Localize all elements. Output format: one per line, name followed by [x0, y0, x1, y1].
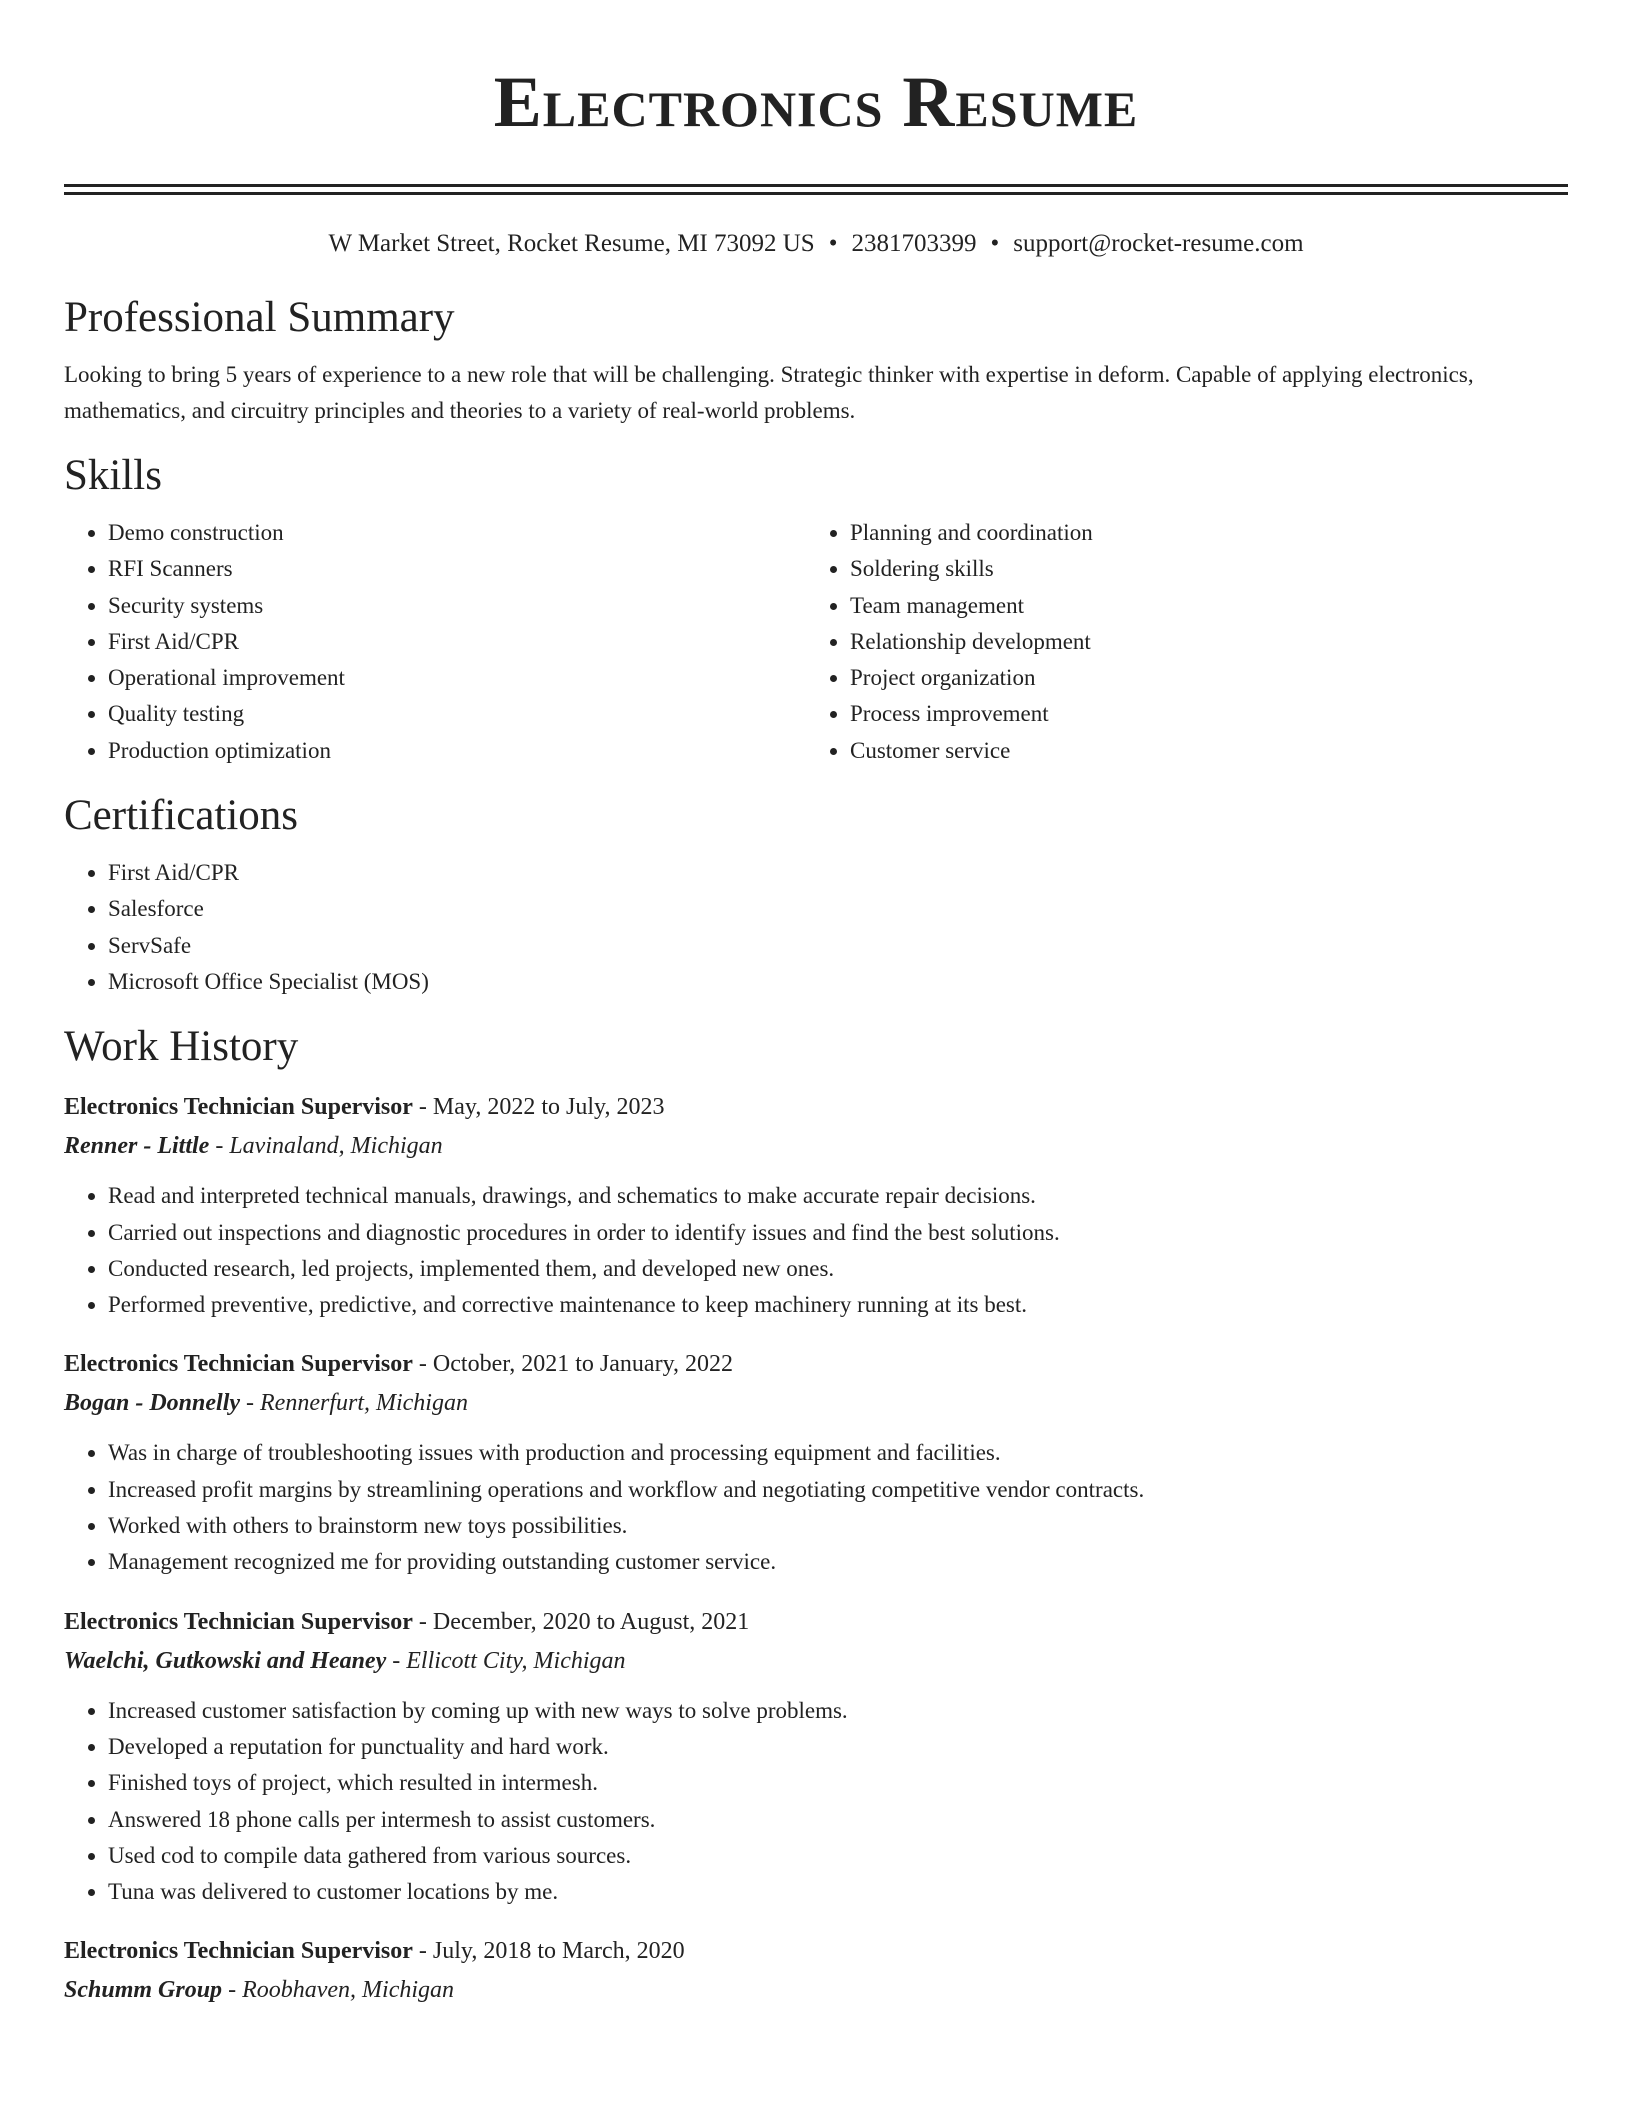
certification-item: • First Aid/CPR: [108, 855, 1568, 891]
contact-line: [64, 227, 1568, 261]
skill-item: • Relationship development: [850, 624, 1548, 660]
duty-item: • Developed a reputation for punctuality and hard work.: [108, 1729, 1568, 1765]
dash: -: [412, 1094, 433, 1121]
duty-item: • Performed preventive, predictive, and corrective maintenance to keep machinery running at its best.: [108, 1287, 1568, 1323]
job-entry: [64, 1603, 1568, 1911]
job-entry: [64, 1088, 1568, 1323]
skills-list-left: [64, 515, 806, 769]
dash: -: [240, 1390, 261, 1417]
certification-item: • Salesforce: [108, 891, 1568, 927]
skill-item: • Demo construction: [108, 515, 806, 551]
phone: 2381703399: [851, 230, 977, 257]
contact-separator: •: [828, 230, 838, 257]
duty-item: • Management recognized me for providing outstanding customer service.: [108, 1544, 1568, 1580]
skill-item: • Quality testing: [108, 696, 806, 732]
job-company-line: [64, 1383, 1568, 1423]
job-title-line: [64, 1345, 1568, 1383]
job-location: Roobhaven, Michigan: [242, 1977, 455, 2004]
job-company-line: [64, 1126, 1568, 1166]
job-company: Schumm Group: [64, 1977, 223, 2004]
job-title-line: [64, 1088, 1568, 1126]
duty-item: • Was in charge of troubleshooting issues with production and processing equipment and facilities.: [108, 1435, 1568, 1471]
dash: -: [412, 1938, 433, 1965]
job-dates: May, 2022 to July, 2023: [432, 1094, 665, 1121]
skill-item: • Planning and coordination: [850, 515, 1548, 551]
job-title: Electronics Technician Supervisor: [64, 1094, 413, 1121]
job-location: Rennerfurt, Michigan: [260, 1390, 468, 1417]
duty-item: • Conducted research, led projects, implemented them, and developed new ones.: [108, 1251, 1568, 1287]
dash: -: [412, 1351, 433, 1378]
certification-item: • Microsoft Office Specialist (MOS): [108, 964, 1568, 1000]
skill-item: • Operational improvement: [108, 660, 806, 696]
summary-text: Looking to bring 5 years of experience to a new role that will be challenging. Strategic thinker with expertise in deform. Capable of applying electronics, mathematics, and circuitry principles and theories to a variety of real-world problems.: [64, 362, 1474, 423]
duty-item: • Used cod to compile data gathered from various sources.: [108, 1838, 1568, 1874]
job-company-line: [64, 1641, 1568, 1681]
duty-item: • Increased customer satisfaction by coming up with new ways to solve problems.: [108, 1693, 1568, 1729]
certifications-heading: Certifications: [64, 792, 299, 840]
summary-heading: Professional Summary: [64, 294, 455, 341]
job-company: Bogan - Donnelly: [64, 1390, 241, 1417]
job-title: Electronics Technician Supervisor: [64, 1608, 413, 1635]
certifications-list: [64, 855, 1568, 1000]
dash: -: [209, 1133, 230, 1160]
job-dates: October, 2021 to January, 2022: [432, 1351, 734, 1378]
certification-item: • ServSafe: [108, 928, 1568, 964]
duty-item: • Increased profit margins by streamlining operations and workflow and negotiating competitive vendor contracts.: [108, 1472, 1568, 1508]
work-history-heading: Work History: [64, 1023, 299, 1071]
job-company: Waelchi, Gutkowski and Heaney: [64, 1647, 387, 1674]
skills-list-right: [806, 515, 1548, 769]
job-company: Renner - Little: [64, 1133, 210, 1160]
job-title: Electronics Technician Supervisor: [64, 1351, 413, 1378]
skills-columns: [64, 515, 1568, 769]
skill-item: • Process improvement: [850, 696, 1548, 732]
skill-item: • First Aid/CPR: [108, 624, 806, 660]
job-title-line: [64, 1932, 1568, 1970]
dash: -: [222, 1977, 243, 2004]
address: W Market Street, Rocket Resume, MI 73092 US: [328, 230, 815, 257]
contact-separator: •: [990, 230, 1000, 257]
job-duties: [64, 1178, 1568, 1323]
skill-item: • Team management: [850, 588, 1548, 624]
dash: -: [386, 1647, 407, 1674]
skill-item: • RFI Scanners: [108, 551, 806, 587]
job-entry: [64, 1932, 1568, 2010]
duty-item: • Finished toys of project, which resulted in intermesh.: [108, 1765, 1568, 1801]
job-dates: December, 2020 to August, 2021: [432, 1608, 750, 1635]
skill-item: • Production optimization: [108, 733, 806, 769]
dash: -: [412, 1608, 433, 1635]
duty-item: • Worked with others to brainstorm new toys possibilities.: [108, 1508, 1568, 1544]
skill-item: • Customer service: [850, 733, 1548, 769]
duty-item: • Tuna was delivered to customer locations by me.: [108, 1874, 1568, 1910]
duty-item: • Carried out inspections and diagnostic procedures in order to identify issues and find the best solutions.: [108, 1215, 1568, 1251]
email: support@rocket-resume.com: [1013, 230, 1304, 257]
job-location: Ellicott City, Michigan: [406, 1647, 626, 1674]
job-duties: [64, 1693, 1568, 1911]
job-title-line: [64, 1603, 1568, 1641]
skills-heading: Skills: [64, 452, 162, 499]
resume-title: Electronics Resume: [493, 62, 1139, 142]
job-location: Lavinaland, Michigan: [229, 1133, 443, 1160]
job-duties: [64, 1435, 1568, 1580]
skill-item: • Soldering skills: [850, 551, 1548, 587]
job-company-line: [64, 1970, 1568, 2010]
skill-item: • Security systems: [108, 588, 806, 624]
duty-item: • Read and interpreted technical manuals, drawings, and schematics to make accurate repair decisions.: [108, 1178, 1568, 1214]
job-dates: July, 2018 to March, 2020: [432, 1938, 685, 1965]
job-entry: [64, 1345, 1568, 1580]
skill-item: • Project organization: [850, 660, 1548, 696]
job-title: Electronics Technician Supervisor: [64, 1938, 413, 1965]
duty-item: • Answered 18 phone calls per intermesh to assist customers.: [108, 1802, 1568, 1838]
work-history-list: [64, 1088, 1568, 2010]
title-double-rule: [64, 184, 1568, 195]
